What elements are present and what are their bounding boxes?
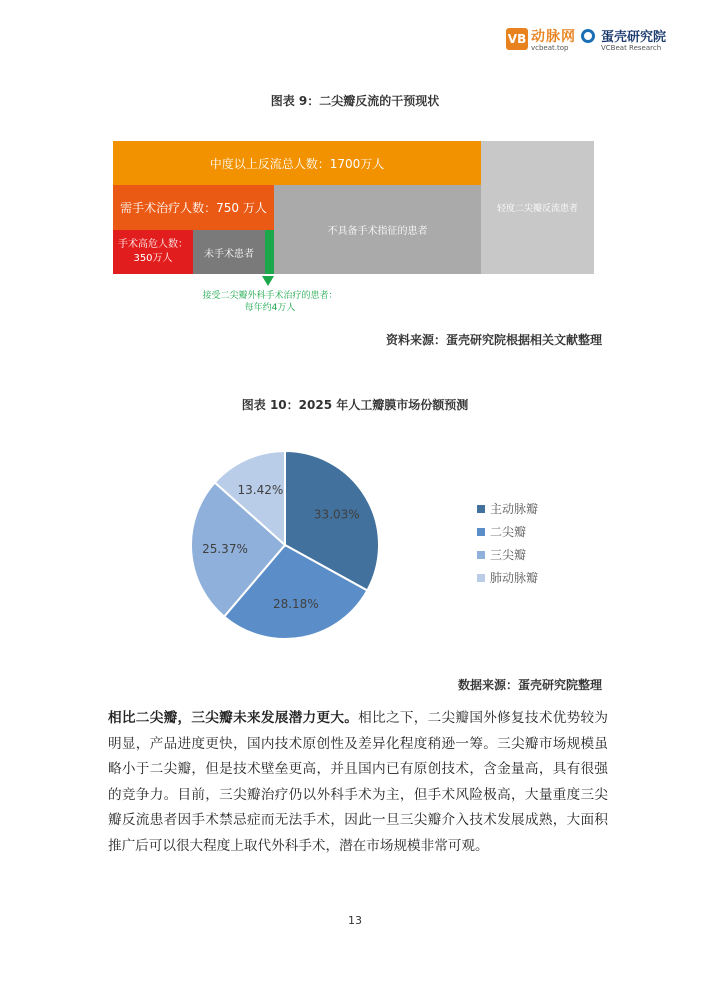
page-number: 13: [348, 914, 362, 927]
market-share-pie-chart: [180, 440, 390, 650]
vcbeat-research-logo-name: 蛋壳研究院: [601, 30, 667, 45]
legend-swatch: [477, 505, 485, 513]
total-reflux-block: [113, 141, 481, 185]
mild-reflux-block: [481, 141, 594, 274]
no-surgery-block: [193, 230, 265, 274]
legend-swatch: [477, 528, 485, 536]
legend-label: 肺动脉瓣: [490, 571, 539, 585]
paragraph-body: 相比之下，二尖瓣国外修复技术优势较为明显，产品进度更快，国内技术原创性及差异化程度稍逊一筹。三尖瓣市场规模虽略小于二尖瓣，但是技术壁垒更高，并且国内已有原创技术，含金量高，具有很强的竞争力。目前，三尖瓣治疗仍以外科手术为主，但手术风险极高，大量重度三尖瓣反流患者因手术禁忌症而无法手术，因此一旦三尖瓣介入技术发展成熟，大面积推广后可以很大程度上取代外科手术，潜在市场规模非常可观。: [108, 710, 609, 854]
received-surgery-label: 接受二尖瓣外科手术治疗的患者：: [202, 291, 338, 301]
figure-9-title: 图表 9：二尖瓣反流的干预现状: [270, 94, 440, 108]
no-surgery-label: 未手术患者: [204, 248, 254, 260]
legend-label: 三尖瓣: [490, 548, 527, 562]
paragraph-lead: 相比二尖瓣，三尖瓣未来发展潜力更大。: [108, 710, 359, 726]
received-surgery-block: [265, 230, 274, 274]
figure-10-title: 图表 10：2025 年人工瓣膜市场份额预测: [241, 398, 469, 412]
total-reflux-label: 中度以上反流总人数：1700万人: [209, 156, 385, 171]
surgery-needed-block: [113, 185, 274, 230]
no-indication-label: 不具备手术指征的患者: [327, 226, 428, 237]
body-paragraph: [108, 706, 608, 859]
high-risk-value: 350万人: [133, 253, 173, 264]
vcbeat-logo-url: vcbeat.top: [531, 44, 569, 52]
legend-label: 主动脉瓣: [490, 502, 539, 516]
legend-swatch: [477, 551, 485, 559]
legend-item: [477, 500, 538, 517]
legend-item: [477, 546, 526, 563]
no-indication-block: [274, 185, 481, 274]
pie-data-label-2: 28.18%: [272, 597, 319, 612]
high-risk-label: 手术高危人数：: [118, 239, 188, 250]
pie-data-label-3: 25.37%: [202, 542, 248, 557]
legend-label: 二尖瓣: [490, 525, 527, 539]
received-surgery-value: 每年约4万人: [244, 303, 296, 313]
legend-swatch: [477, 574, 485, 582]
vcbeat-logo-name: 动脉网: [531, 29, 576, 45]
vcbeat-logo-icon: VB: [506, 28, 528, 50]
received-surgery-note: [190, 290, 350, 314]
legend-item: [477, 569, 538, 586]
vcbeat-research-logo-icon: [581, 29, 595, 43]
pie-data-label-4: 13.42%: [237, 483, 284, 498]
figure-9-source: 资料来源：蛋壳研究院根据相关文献整理: [385, 333, 602, 347]
legend-item: [477, 523, 526, 540]
vcbeat-research-logo-sub: VCBeat Research: [601, 44, 662, 52]
mild-reflux-label: 轻度二尖瓣反流患者: [496, 204, 578, 214]
down-arrow-icon: [262, 276, 274, 286]
figure-10-source: 数据来源：蛋壳研究院整理: [457, 678, 602, 692]
surgery-needed-label: 需手术治疗人数：750 万人: [120, 201, 267, 215]
high-risk-block: [113, 230, 193, 274]
pie-data-label-1: 33.03%: [313, 507, 360, 522]
